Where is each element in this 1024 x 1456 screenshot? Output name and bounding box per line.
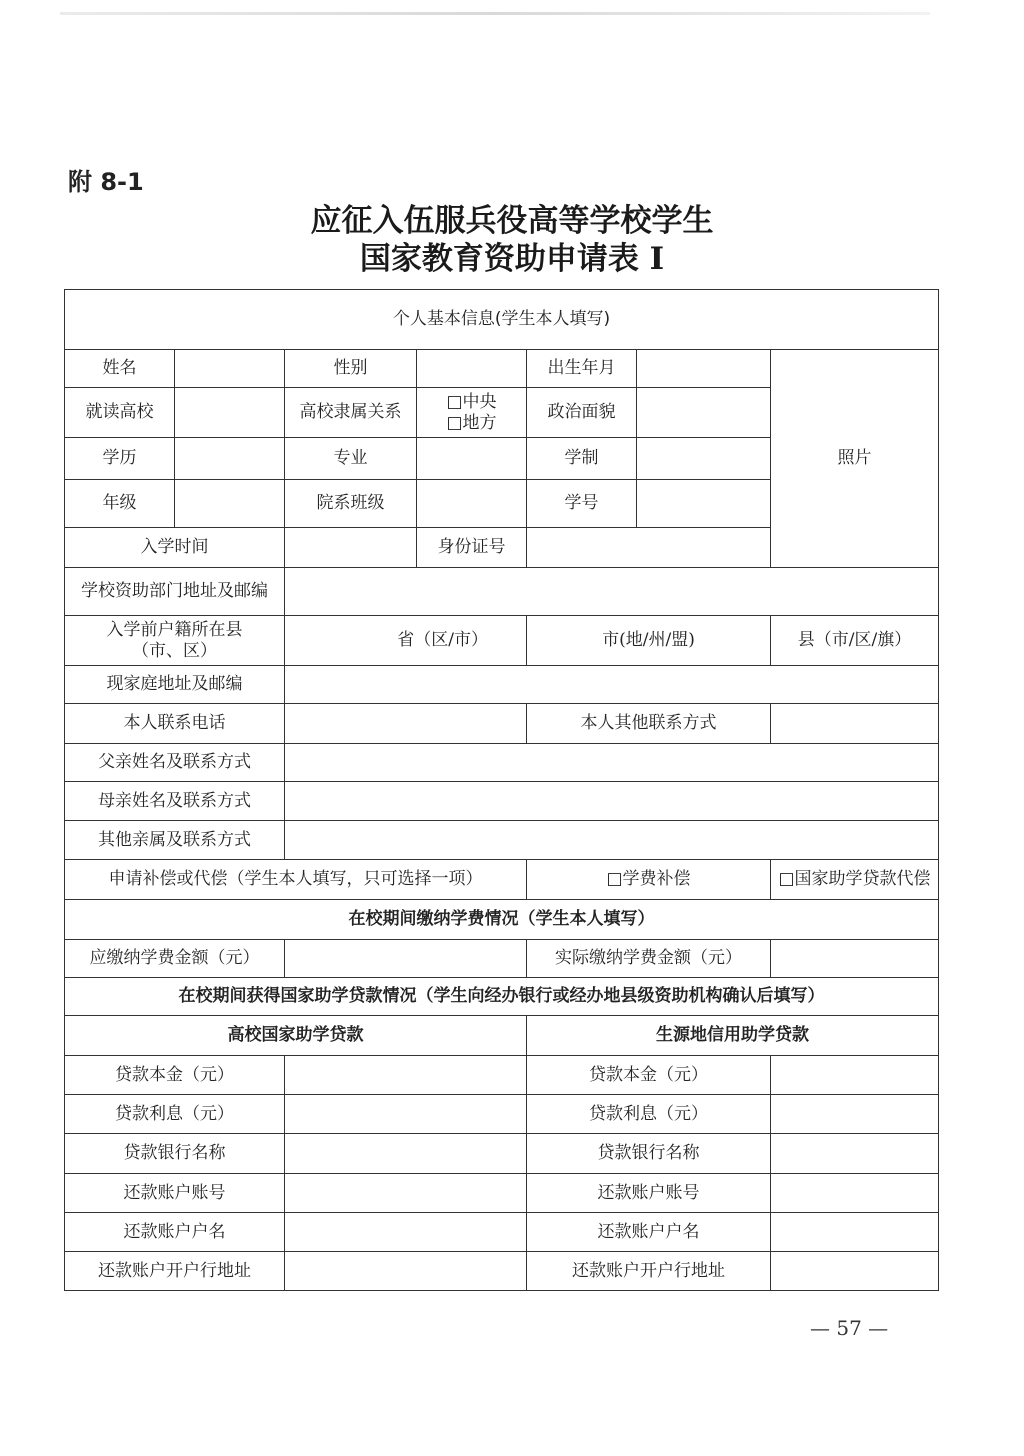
field-enroll-time[interactable] bbox=[285, 528, 417, 568]
field-tuition-due[interactable] bbox=[285, 940, 527, 978]
field-birth[interactable] bbox=[637, 350, 771, 388]
field-source-loan-interest[interactable] bbox=[771, 1095, 939, 1134]
affiliation-options[interactable] bbox=[417, 388, 527, 438]
label-relative: 其他亲属及联系方式 bbox=[65, 821, 285, 860]
checkbox-local[interactable]: □地方 bbox=[446, 412, 497, 433]
field-id-number[interactable] bbox=[527, 528, 771, 568]
field-tuition-paid[interactable] bbox=[771, 940, 939, 978]
field-school-loan-principal[interactable] bbox=[285, 1056, 527, 1095]
label-duration: 学制 bbox=[527, 438, 637, 480]
label-name: 姓名 bbox=[65, 350, 175, 388]
field-school-repay-name[interactable] bbox=[285, 1213, 527, 1252]
label-hukou-line1: 入学前户籍所在县 bbox=[106, 619, 243, 640]
label-enroll-time: 入学时间 bbox=[65, 528, 285, 568]
field-source-loan-principal[interactable] bbox=[771, 1056, 939, 1095]
form-title-line1: 应征入伍服兵役高等学校学生 bbox=[310, 203, 714, 239]
label-school-repay-name: 还款账户户名 bbox=[65, 1213, 285, 1252]
photo-box[interactable]: 照片 bbox=[771, 350, 939, 568]
label-school-loan-principal: 贷款本金（元） bbox=[65, 1056, 285, 1095]
header-school-loan: 高校国家助学贷款 bbox=[65, 1016, 527, 1056]
label-tuition-paid: 实际缴纳学费金额（元） bbox=[527, 940, 771, 978]
label-province[interactable]: 省（区/市） bbox=[285, 616, 527, 666]
section-personal-info: 个人基本信息(学生本人填写) bbox=[65, 290, 939, 350]
label-source-repay-bank-address: 还款账户开户行地址 bbox=[527, 1252, 771, 1291]
label-school-loan-bank: 贷款银行名称 bbox=[65, 1134, 285, 1174]
label-source-loan-principal: 贷款本金（元） bbox=[527, 1056, 771, 1095]
form-title-line2: 国家教育资助申请表 I bbox=[359, 241, 665, 277]
field-source-repay-account[interactable] bbox=[771, 1174, 939, 1213]
label-apply: 申请补偿或代偿（学生本人填写，只可选择一项） bbox=[65, 860, 527, 900]
field-father[interactable] bbox=[285, 744, 939, 782]
label-school-repay-account: 还款账户账号 bbox=[65, 1174, 285, 1213]
label-affiliation: 高校隶属关系 bbox=[285, 388, 417, 438]
field-school-repay-account[interactable] bbox=[285, 1174, 527, 1213]
label-source-repay-account: 还款账户账号 bbox=[527, 1174, 771, 1213]
field-source-repay-name[interactable] bbox=[771, 1213, 939, 1252]
field-source-loan-bank[interactable] bbox=[771, 1134, 939, 1174]
field-school-loan-interest[interactable] bbox=[285, 1095, 527, 1134]
label-student-id: 学号 bbox=[527, 480, 637, 528]
checkbox-tuition-compensation[interactable]: □学费补偿 bbox=[527, 860, 771, 900]
label-school-aid-address: 学校资助部门地址及邮编 bbox=[65, 568, 285, 616]
application-form-table bbox=[64, 289, 939, 1291]
label-county[interactable]: 县（市/区/旗） bbox=[771, 616, 939, 666]
label-other-contact: 本人其他联系方式 bbox=[527, 704, 771, 744]
checkbox-central[interactable]: □中央 bbox=[446, 391, 497, 412]
field-grade[interactable] bbox=[175, 480, 285, 528]
field-phone[interactable] bbox=[285, 704, 527, 744]
label-hukou-line2: （市、区） bbox=[132, 640, 217, 661]
label-tuition-due: 应缴纳学费金额（元） bbox=[65, 940, 285, 978]
field-school-aid-address[interactable] bbox=[285, 568, 939, 616]
label-mother: 母亲姓名及联系方式 bbox=[65, 782, 285, 821]
field-education[interactable] bbox=[175, 438, 285, 480]
label-political: 政治面貌 bbox=[527, 388, 637, 438]
field-political[interactable] bbox=[637, 388, 771, 438]
label-school: 就读高校 bbox=[65, 388, 175, 438]
field-source-repay-bank-address[interactable] bbox=[771, 1252, 939, 1291]
label-hukou bbox=[65, 616, 285, 666]
label-school-repay-bank-address: 还款账户开户行地址 bbox=[65, 1252, 285, 1291]
label-birth: 出生年月 bbox=[527, 350, 637, 388]
field-student-id[interactable] bbox=[637, 480, 771, 528]
label-school-loan-interest: 贷款利息（元） bbox=[65, 1095, 285, 1134]
label-source-repay-name: 还款账户户名 bbox=[527, 1213, 771, 1252]
page-number: — 57 — bbox=[810, 1316, 889, 1340]
label-grade: 年级 bbox=[65, 480, 175, 528]
field-gender[interactable] bbox=[417, 350, 527, 388]
label-gender: 性别 bbox=[285, 350, 417, 388]
label-major: 专业 bbox=[285, 438, 417, 480]
field-major[interactable] bbox=[417, 438, 527, 480]
label-department-class: 院系班级 bbox=[285, 480, 417, 528]
label-phone: 本人联系电话 bbox=[65, 704, 285, 744]
label-source-loan-interest: 贷款利息（元） bbox=[527, 1095, 771, 1134]
field-school-loan-bank[interactable] bbox=[285, 1134, 527, 1174]
attachment-label: 附 8-1 bbox=[68, 168, 144, 196]
field-mother[interactable] bbox=[285, 782, 939, 821]
field-school[interactable] bbox=[175, 388, 285, 438]
header-source-loan: 生源地信用助学贷款 bbox=[527, 1016, 939, 1056]
section-tuition: 在校期间缴纳学费情况（学生本人填写） bbox=[65, 900, 939, 940]
field-school-repay-bank-address[interactable] bbox=[285, 1252, 527, 1291]
section-loans: 在校期间获得国家助学贷款情况（学生向经办银行或经办地县级资助机构确认后填写） bbox=[65, 978, 939, 1016]
label-city[interactable]: 市(地/州/盟) bbox=[527, 616, 771, 666]
label-home-address: 现家庭地址及邮编 bbox=[65, 666, 285, 704]
label-father: 父亲姓名及联系方式 bbox=[65, 744, 285, 782]
label-education: 学历 bbox=[65, 438, 175, 480]
field-department-class[interactable] bbox=[417, 480, 527, 528]
checkbox-loan-compensation[interactable]: □国家助学贷款代偿 bbox=[771, 860, 939, 900]
scan-edge-line bbox=[60, 12, 930, 15]
field-home-address[interactable] bbox=[285, 666, 939, 704]
label-source-loan-bank: 贷款银行名称 bbox=[527, 1134, 771, 1174]
field-duration[interactable] bbox=[637, 438, 771, 480]
field-relative[interactable] bbox=[285, 821, 939, 860]
field-other-contact[interactable] bbox=[771, 704, 939, 744]
label-id-number: 身份证号 bbox=[417, 528, 527, 568]
field-name[interactable] bbox=[175, 350, 285, 388]
